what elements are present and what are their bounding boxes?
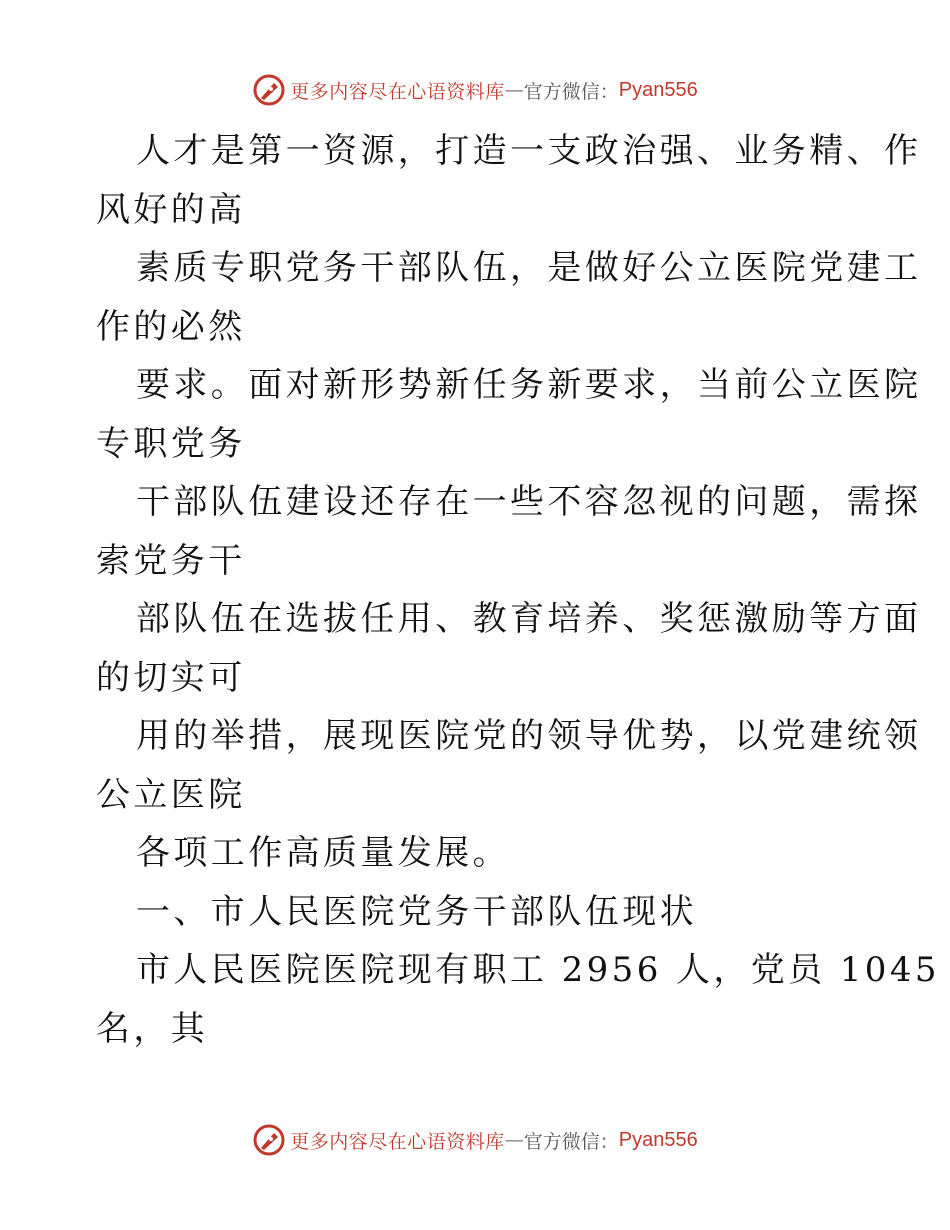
paragraph-line: 部队伍在选拔任用、教育培养、奖惩激励等方面 — [136, 599, 922, 639]
paragraph-line: 要求。面对新形势新任务新要求，当前公立医院 — [136, 365, 922, 405]
footer-watermark — [0, 1122, 950, 1158]
watermark-site-text: 更多内容尽在心语资料库 — [290, 1130, 505, 1153]
paragraph-line: 的切实可 — [96, 657, 246, 698]
paragraph-line: 专职党务 — [96, 423, 246, 464]
section-heading: 一、市人民医院党务干部队伍现状 — [136, 891, 697, 932]
header-watermark — [0, 72, 950, 108]
watermark-wechat-id: Pyan556 — [618, 1128, 698, 1151]
paragraph-line: 人才是第一资源，打造一支政治强、业务精、作 — [136, 131, 922, 171]
paragraph-line: 作的必然 — [96, 306, 246, 347]
paragraph-line: 风好的高 — [96, 189, 246, 230]
pen-nib-circle-icon — [252, 1123, 286, 1157]
paragraph-line: 索党务干 — [96, 540, 246, 581]
watermark-separator: — — [504, 79, 524, 101]
paragraph-line: 干部队伍建设还存在一些不容忽视的问题，需探 — [136, 482, 922, 522]
watermark-site-text: 更多内容尽在心语资料库 — [290, 80, 505, 103]
document-body — [96, 122, 940, 1058]
paragraph-line: 公立医院 — [96, 774, 246, 815]
pen-nib-circle-icon — [252, 73, 286, 107]
paragraph-line: 素质专职党务干部队伍，是做好公立医院党建工 — [136, 248, 922, 288]
watermark-separator: — — [504, 1129, 524, 1151]
paragraph-line: 名，其 — [96, 1008, 209, 1049]
watermark-wechat-id: Pyan556 — [618, 78, 698, 101]
paragraph-line: 各项工作高质量发展。 — [136, 833, 510, 873]
watermark-wechat-label: 官方微信： — [523, 80, 619, 103]
paragraph-line: 用的举措，展现医院党的领导优势，以党建统领 — [136, 716, 922, 756]
paragraph-line: 市人民医院医院现有职工 2956 人，党员 1045 — [136, 950, 940, 990]
watermark-wechat-label: 官方微信： — [523, 1130, 619, 1153]
